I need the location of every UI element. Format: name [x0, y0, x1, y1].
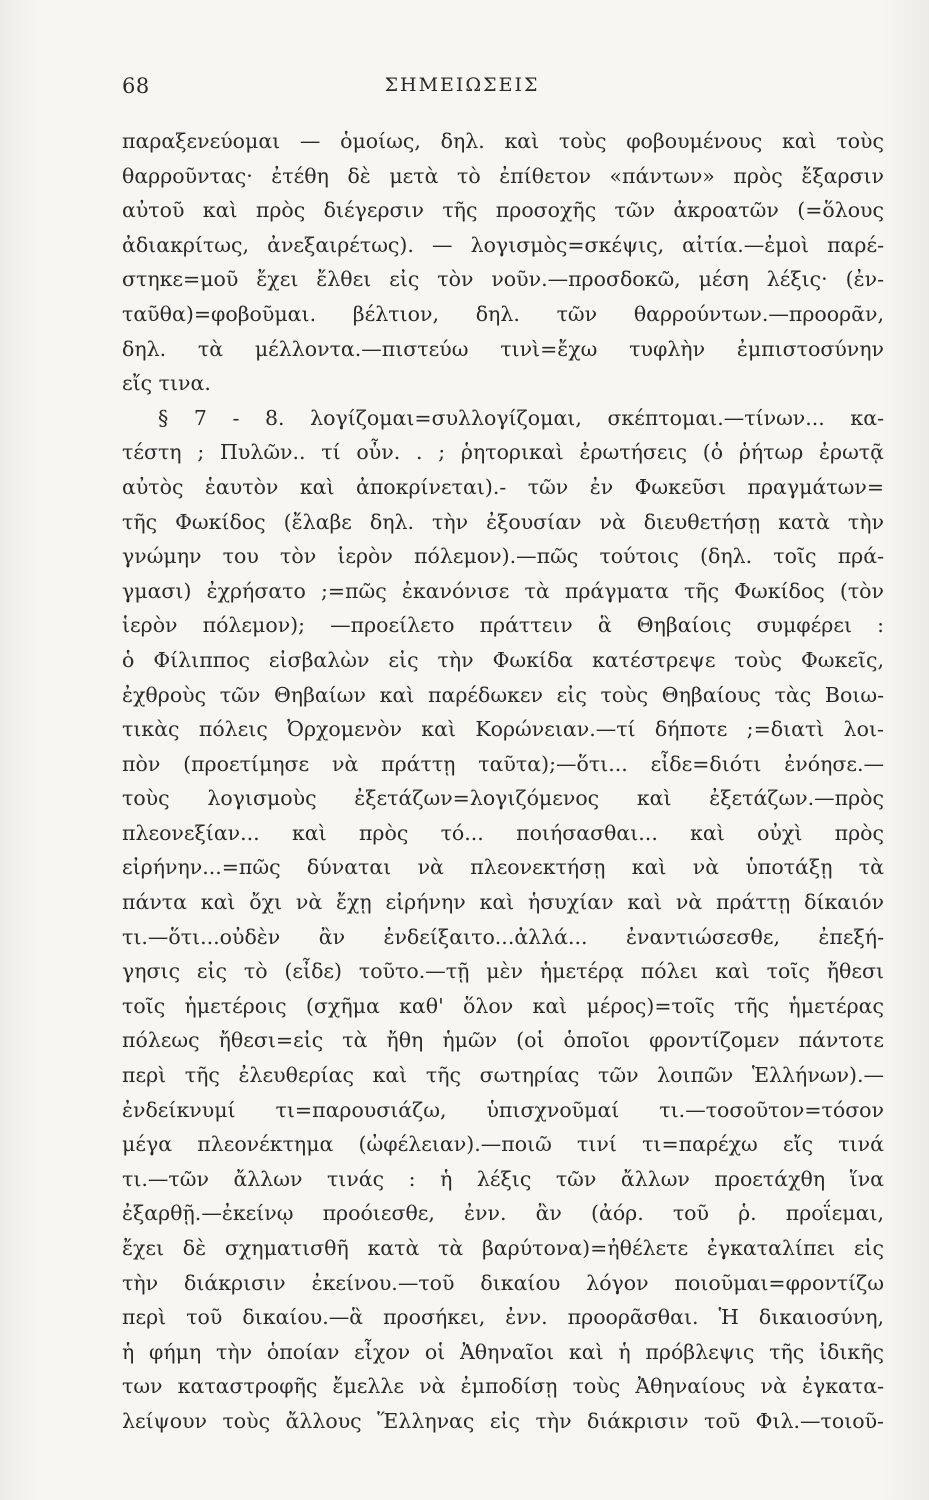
text-line: περὶ τῆς ἐλευθερίας καὶ τῆς σωτηρίας τῶν λοιπῶν Ἑλλήνων).— — [122, 1063, 884, 1088]
text-line: § 7 - 8. λογίζομαι=συλλογίζομαι, σκέπτομαι.—τίνων... κα- — [158, 405, 884, 430]
text-line: λείψουν τοὺς ἄλλους Ἕλληνας εἰς τὴν διάκρισιν τοῦ Φιλ.—τοιοῦ- — [122, 1408, 884, 1433]
text-line: των καταστροφῆς ἔμελλε νὰ ἐμποδίσῃ τοὺς Ἀθηναίους νὰ ἐγκατα- — [122, 1374, 884, 1399]
text-line: ταῦθα)=φοβοῦμαι. βέλτιον, δηλ. τῶν θαρρούντων.—προορᾶν, — [122, 301, 884, 326]
page-number: 68 — [122, 74, 150, 98]
text-line: στηκε=μοῦ ἔχει ἔλθει εἰς τὸν νοῦν.—προσδοκῶ, μέση λέξις· (ἐν- — [122, 267, 884, 292]
text-line: τι.—τῶν ἄλλων τινάς : ἡ λέξις τῶν ἄλλων προετάχθη ἵνα — [122, 1166, 884, 1191]
text-line: θαρροῦντας· ἐτέθη δὲ μετὰ τὸ ἐπίθετον «πάντων» πρὸς ἔξαρσιν — [122, 163, 884, 188]
text-line: τοὺς λογισμοὺς ἐξετάζων=λογιζόμενος καὶ ἐξετάζων.—πρὸς — [122, 786, 884, 811]
text-line: τὴν διάκρισιν ἐκείνου.—τοῦ δικαίου λόγον ποιοῦμαι=φροντίζω — [122, 1270, 884, 1295]
text-line: πόλεως ἤθεσι=εἰς τὰ ἤθη ἡμῶν (οἱ ὁποῖοι φροντίζομεν πάντοτε — [122, 1028, 884, 1053]
text-line: τικὰς πόλεις Ὀρχομενὸν καὶ Κορώνειαν.—τί δήποτε ;=διατὶ λοι- — [122, 717, 884, 742]
text-line: ἡ φήμη τὴν ὁποίαν εἶχον οἱ Ἀθηναῖοι καὶ ἡ πρόβλεψις τῆς ἰδικῆς — [122, 1339, 884, 1364]
text-line: τοῖς ἡμετέροις (σχῆμα καθ' ὅλον καὶ μέρος)=τοῖς τῆς ἡμετέρας — [122, 993, 884, 1018]
text-line: πλεονεξίαν... καὶ πρὸς τό... ποιήσασθαι... καὶ οὐχὶ πρὸς — [122, 820, 884, 845]
text-line: δηλ. τὰ μέλλοντα.—πιστεύω τινὶ=ἔχω τυφλὴν ἐμπιστοσύνην — [122, 336, 884, 361]
text-line: ἱερὸν πόλεμον); —προείλετο πράττειν ἃ Θηβαίοις συμφέρει : — [122, 613, 884, 638]
notes-text — [122, 124, 884, 1439]
text-line: εἴς τινα. — [122, 371, 211, 396]
text-line: ἔχει δὲ σχηματισθῆ κατὰ τὰ βαρύτονα)=ἠθέλετε ἐγκαταλίπει εἰς — [122, 1236, 884, 1260]
text-line: ἐνδείκνυμί τι=παρουσιάζω, ὑπισχνοῦμαί τι.—τοσοῦτον=τόσον — [122, 1097, 884, 1122]
running-head: ΣΗΜΕΙΩΣΕΙΣ — [384, 74, 540, 96]
text-line: παραξενεύομαι — ὁμοίως, δηλ. καὶ τοὺς φοβουμένους καὶ τοὺς — [122, 129, 884, 153]
text-line: ὁ Φίλιππος εἰσβαλὼν εἰς τὴν Φωκίδα κατέστρεψε τοὺς Φωκεῖς, — [122, 647, 884, 672]
text-line: πάντα καὶ ὄχι νὰ ἔχῃ εἰρήνην καὶ ἡσυχίαν καὶ νὰ πράττῃ δίκαιόν — [122, 890, 884, 915]
text-line: πὸν (προετίμησε νὰ πράττῃ ταῦτα);—ὅτι... εἶδε=διότι ἐνόησε.— — [122, 751, 884, 776]
text-line: τέστη ; Πυλῶν.. τί οὖν. . ; ῥητορικαὶ ἐρωτήσεις (ὁ ῥήτωρ ἐρωτᾷ — [122, 440, 884, 465]
text-line: ἐξαρθῇ.—ἐκείνῳ προόιεσθε, ἐνν. ἂν (ἀόρ. τοῦ ῥ. προΐεμαι, — [122, 1201, 884, 1226]
text-line: γμασι) ἐχρήσατο ;=πῶς ἐκανόνισε τὰ πράγματα τῆς Φωκίδος (τὸν — [122, 578, 884, 603]
text-line: μέγα πλεονέκτημα (ὠφέλειαν).—ποιῶ τινί τι=παρέχω εἴς τινά — [122, 1132, 884, 1157]
text-line: τῆς Φωκίδος (ἔλαβε δηλ. τὴν ἐξουσίαν νὰ διευθετήσῃ κατὰ τὴν — [122, 509, 884, 534]
text-line: αὐτοῦ καὶ πρὸς διέγερσιν τῆς προσοχῆς τῶν ἀκροατῶν (=ὅλους — [122, 198, 884, 223]
text-line: ἐχθροὺς τῶν Θηβαίων καὶ παρέδωκεν εἰς τοὺς Θηβαίους τὰς Βοιω- — [122, 682, 884, 707]
text-line: γνώμην του τὸν ἱερὸν πόλεμον).—πῶς τούτοις (δηλ. τοῖς πρά- — [122, 544, 884, 569]
text-line: περὶ τοῦ δικαίου.—ἃ προσήκει, ἐνν. προορᾶσθαι. Ἡ δικαιοσύνη, — [122, 1305, 884, 1330]
page-header — [122, 74, 802, 108]
text-line: γησις εἰς τὸ (εἶδε) τοῦτο.—τῇ μὲν ἡμετέρᾳ πόλει καὶ τοῖς ἤθεσι — [122, 959, 884, 984]
text-line: εἰρήνην...=πῶς δύναται νὰ πλεονεκτήσῃ καὶ νὰ ὑποτάξῃ τὰ — [122, 855, 884, 880]
text-line: αὐτὸς ἑαυτὸν καὶ ἀποκρίνεται).- τῶν ἐν Φωκεῦσι πραγμάτων= — [122, 474, 884, 499]
text-line: τι.—ὅτι...οὐδὲν ἂν ἐνδείξαιτο...ἀλλά... ἐναντιώσεσθε, ἐπεξή- — [122, 924, 884, 949]
text-line: ἀδιακρίτως, ἀνεξαιρέτως). — λογισμὸς=σκέψις, αἰτία.—ἐμοὶ παρέ- — [122, 232, 884, 257]
